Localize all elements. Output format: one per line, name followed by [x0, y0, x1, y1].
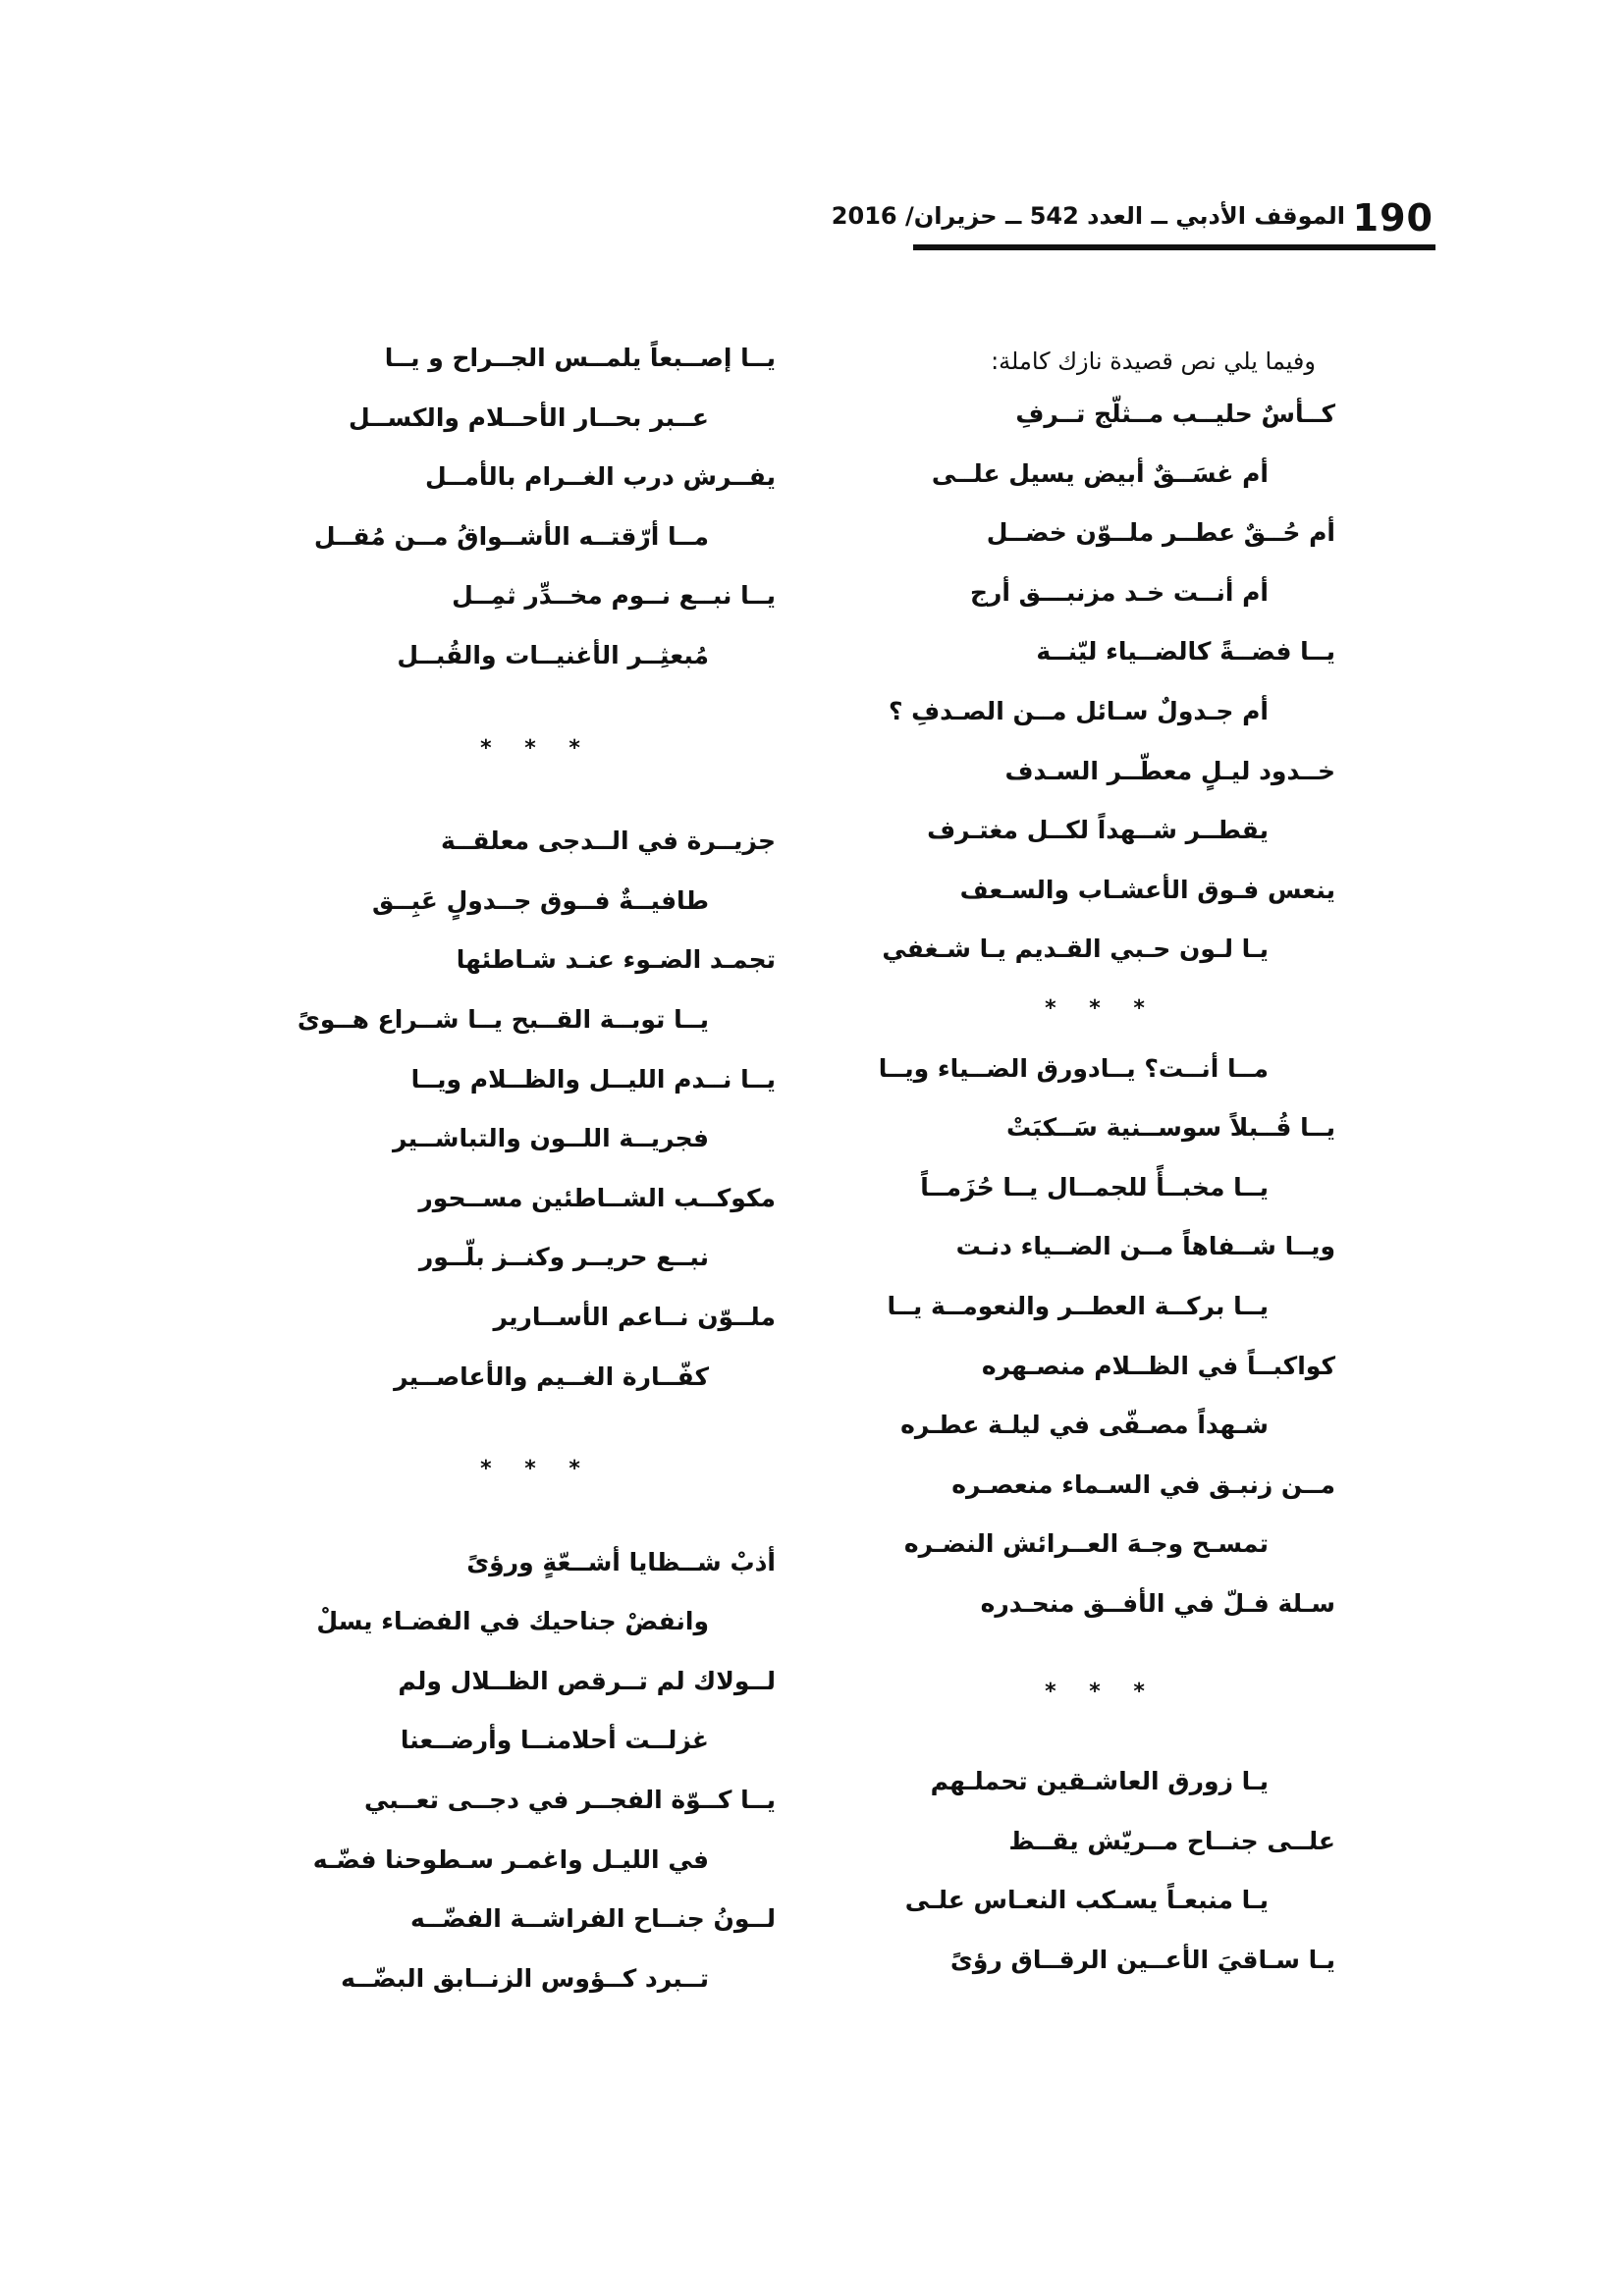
verse-line: ينعس فـوق الأعشـاب والسـعف [959, 875, 1335, 904]
stanza-separator: * * * [480, 735, 580, 761]
verse-line: يقطــر شــهداً لكــل مغتـرف [927, 816, 1269, 845]
verse-line: غزلــت أحلامنــا وأرضــعنا [400, 1726, 709, 1755]
verse-line: يــا نبــع نــوم مخــدِّر ثمِــل [452, 581, 776, 611]
verse-line: كفّــارة الغــيم والأعاصــير [394, 1362, 709, 1391]
verse-line: تجمـد الضـوء عنـد شـاطئها [456, 945, 776, 975]
verse-line: أم حُــقٌ عطــر ملــوّن خضــل [986, 518, 1335, 548]
verse-line: يــا نــدم الليــل والظــلام ويــا [410, 1064, 776, 1094]
verse-line: مــا أنــت؟ يــادورق الضــياء ويــا [878, 1053, 1269, 1083]
verse-line: أم غسَــقٌ أبيض يسيل علــى [931, 458, 1269, 488]
verse-line: فجريــة اللــون والتباشــير [393, 1124, 709, 1153]
verse-line: تمسـح وجـهَ العــرائش النضـره [903, 1529, 1269, 1559]
verse-line: يفــرش درب الغــرام بالأمــل [424, 462, 776, 492]
stanza-separator: * * * [480, 1457, 580, 1482]
verse-line: ملــوّن نــاعم الأســارير [493, 1302, 776, 1331]
running-title: الموقف الأدبي ــ العدد 542 ــ حزيران/ 2016 [831, 202, 1345, 230]
verse-line: عــبر بحــار الأحــلام والكســل [349, 402, 709, 432]
verse-line: مــن زنبـق في السـماء منعصـره [951, 1469, 1335, 1499]
verse-line: مُبعثِــر الأغنيــات والقُبــل [397, 640, 709, 669]
verse-line: مكوكــب الشــاطئين مســحور [418, 1183, 776, 1212]
verse-line: سـلة فـلّ في الأفــق منحـدره [980, 1588, 1335, 1618]
verse-line: لــونُ جنــاح الفراشــة الفضّــه [409, 1904, 776, 1934]
verse-line: يــا بركــة العطــر والنعومــة يــا [887, 1291, 1269, 1320]
verse-line: يـا زورق العاشـقين تحملـهم [930, 1767, 1269, 1796]
verse-line: لــولاك لم تــرقص الظــلال ولم [398, 1666, 776, 1695]
verse-line: يـا لـون حـبي القـديم يـا شـغفي [882, 934, 1269, 964]
verse-line: ويــا شــفاهاً مــن الضــياء دنـت [955, 1232, 1335, 1261]
verse-line: يــا قُــبلاً سوســنية سَــكبَتْ [1005, 1113, 1335, 1143]
verse-line: كواكبــاً في الظــلام منصـهره [981, 1351, 1335, 1380]
poem-column-left [285, 329, 776, 2008]
poem-column-right [854, 338, 1335, 1990]
page-number: 190 [1352, 196, 1434, 240]
verse-line: جزيــرة في الــدجى معلقــة [441, 827, 776, 856]
verse-line: يــا مخبــأً للجمــال يــا حُزَمــاً [920, 1172, 1269, 1201]
verse-line: يـا منبعـاً يسـكب النعـاس علـى [904, 1886, 1269, 1915]
verse-line: يــا فضــةً كالضــياء ليّنــة [1036, 637, 1335, 667]
verse-line: نبــع حريــر وكنــز بلّــور [418, 1243, 709, 1272]
verse-line: شـهداً مصـفّى في ليلـة عطـره [900, 1411, 1269, 1440]
verse-line: أم جـدولٌ سـائل مــن الصـدفِ ؟ [888, 696, 1269, 725]
verse-line: أذبْ شــظايا أشــعّةٍ ورؤىً [466, 1547, 776, 1576]
page-header [831, 192, 1443, 245]
stanza-separator: * * * [1045, 1680, 1145, 1705]
verse-line: أم أنــت خـد مزنبـــق أرج [970, 577, 1269, 607]
verse-line: كــأسٌ حليــب مــثلّج تــرفِ [1015, 400, 1335, 428]
verse-line: خــدود ليـلٍ معطّــر السـدف [1004, 756, 1335, 785]
verse-line: مــا أرّقتــه الأشــواقُ مــن مُقــل [313, 521, 709, 551]
verse-line: يــا توبــة القــبح يــا شــراع هــوىً [297, 1004, 709, 1034]
verse-line: وانفضْ جناحيك في الفضـاء يسلْ [316, 1607, 709, 1636]
verse-line: علــى جنــاح مــريّش يقــظ [1008, 1826, 1335, 1855]
stanza-separator: * * * [1045, 995, 1145, 1021]
verse-line: يــا كــوّة الفجــر في دجــى تعــبي [363, 1786, 776, 1815]
verse-line: يـا سـاقيَ الأعــين الرقــاق رؤىً [949, 1945, 1335, 1974]
header-rule [913, 244, 1435, 250]
verse-line: طافيــةٌ فــوق جــدولٍ عَبِــق [371, 885, 709, 915]
verse-line: في الليـل واغمـر سـطوحنا فضّـه [312, 1844, 709, 1874]
intro-line: وفيما يلي نص قصيدة نازك كاملة: [991, 347, 1316, 375]
verse-line: يــا إصــبعاً يلمــس الجــراح و يــا [384, 344, 776, 372]
verse-line: تــبرد كــؤوس الزنــابق البضّــه [341, 1963, 709, 1993]
